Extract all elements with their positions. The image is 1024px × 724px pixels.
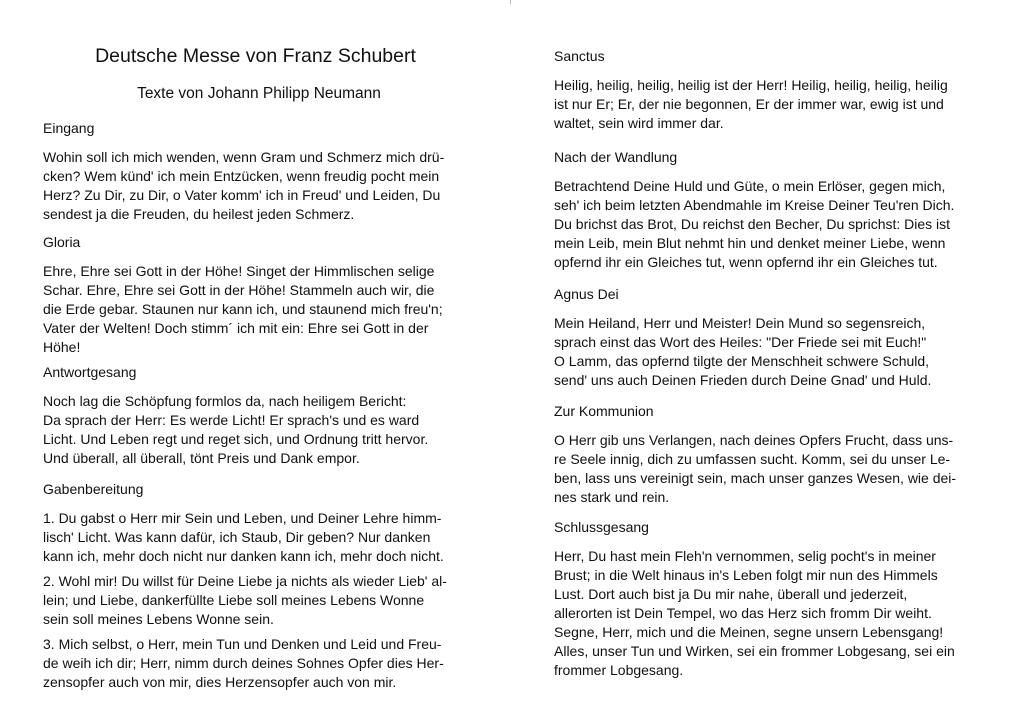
section-text: Wohin soll ich mich wenden, wenn Gram und Schmerz mich drü- cken? Wem künd' ich mein Entzücken, wenn freudig pocht mein Herz? Zu Dir, zu Dir, o Vater komm' ich in Freud' und Leiden, Du sendest ja die Freuden, du heilest jeden Schmerz.: [43, 149, 445, 222]
section-gabenbereitung: [43, 480, 475, 692]
section-agnus-dei: [554, 285, 986, 390]
section-text: Herr, Du hast mein Fleh'n vernommen, selig pocht's in meiner Brust; in die Welt hinaus in's Leben folgt mir nun des Himmels Lust. Dort auch bist ja Du mir nahe, überall und jederzeit, allerorten ist Dein Tempel, wo das Herz sich fromm Dir weiht. Segne, Herr, mich und die Meinen, segne unsern Lebensgang! Alles, unser Tun und Wirken, sei ein frommer Lobgesang, sei ein frommer Lobgesang.: [554, 548, 955, 678]
document-title: Deutsche Messe von Franz Schubert: [95, 45, 416, 67]
section-antwortgesang: [43, 363, 475, 468]
section-heading: Gloria: [43, 234, 81, 250]
section-text: Ehre, Ehre sei Gott in der Höhe! Singet der Himmlischen selige Schar. Ehre, Ehre sei Gott in der Höhe! Stammeln auch wir, die die Erde gebar. Staunen nur kann ich, und staunend mich freu'n; Vater der Welten! Doch stimm´ ich mit ein: Ehre sei Gott in der Höhe!: [43, 263, 443, 355]
section-text: Betrachtend Deine Huld und Güte, o mein Erlöser, gegen mich, seh' ich beim letzten Abendmahle im Kreise Deiner Teu'ren Dich. Du brichst das Brot, Du reichst den Becher, Du sprichst: Dies ist mein Leib, mein Blut nehmt hin und denket meiner Liebe, wenn opfernd ihr ein Gleiches tut, wenn opfernd ihr ein Gleiches tut.: [554, 178, 955, 270]
section-text: Heilig, heilig, heilig, heilig ist der Herr! Heilig, heilig, heilig, heilig ist nur Er; Er, der nie begonnen, Er der immer war, ewig ist und waltet, sein wird immer dar.: [554, 77, 948, 131]
section-text: Noch lag die Schöpfung formlos da, nach heiligem Bericht: Da sprach der Herr: Es werde Licht! Er sprach's und es ward Licht. Und Leben regt und reget sich, und Ordnung tritt hervor. Und überall, all überall, tönt Preis und Dank empor.: [43, 393, 429, 466]
section-sanctus: [554, 47, 986, 133]
document-subtitle: Texte von Johann Philipp Neumann: [137, 85, 381, 102]
verse-1: 1. Du gabst o Herr mir Sein und Leben, und Deiner Lehre himm- lisch' Licht. Was kann dafür, ich Staub, Dir geben? Nur danken kann ich, mehr doch nicht nur danken kann ich, mehr doch nicht.: [43, 510, 444, 564]
section-heading: Schlussgesang: [554, 519, 649, 535]
verse-2: 2. Wohl mir! Du willst für Deine Liebe ja nichts als wieder Lieb' al- lein; und Liebe, dankerfüllte Liebe soll meines Lebens Wonne sein soll meines Lebens Wonne sein.: [43, 573, 447, 627]
section-heading: Gabenbereitung: [43, 481, 144, 497]
section-heading: Antwortgesang: [43, 364, 137, 380]
section-nach-der-wandlung: [554, 148, 986, 272]
section-zur-kommunion: [554, 402, 986, 507]
page-fold-mark: [510, 0, 511, 4]
section-heading: Sanctus: [554, 48, 605, 64]
section-heading: Agnus Dei: [554, 286, 619, 302]
section-gloria: [43, 233, 475, 357]
section-eingang: [43, 119, 475, 224]
section-heading: Nach der Wandlung: [554, 149, 678, 165]
section-schlussgesang: [554, 518, 986, 680]
section-heading: Eingang: [43, 120, 95, 136]
section-text: Mein Heiland, Herr und Meister! Dein Mund so segensreich, sprach einst das Wort des Heiles: "Der Friede sei mit Euch!" O Lamm, das opfernd tilgte der Menschheit schwere Schuld, send' uns auch Deinen Frieden durch Deine Gnad' und Huld.: [554, 315, 932, 388]
section-text: O Herr gib uns Verlangen, nach deines Opfers Frucht, dass uns- re Seele innig, dich zu umfassen sucht. Komm, sei du unser Le- ben, lass uns vereinigt sein, mach unser ganzes Wesen, wie dei- nes stark und rein.: [554, 432, 957, 505]
section-heading: Zur Kommunion: [554, 403, 654, 419]
verse-3: 3. Mich selbst, o Herr, mein Tun und Denken und Leid und Freu- de weih ich dir; Herr, nimm durch deines Sohnes Opfer dies Her- zensopfer auch von mir, dies Herzensopfer auch von mir.: [43, 636, 444, 690]
